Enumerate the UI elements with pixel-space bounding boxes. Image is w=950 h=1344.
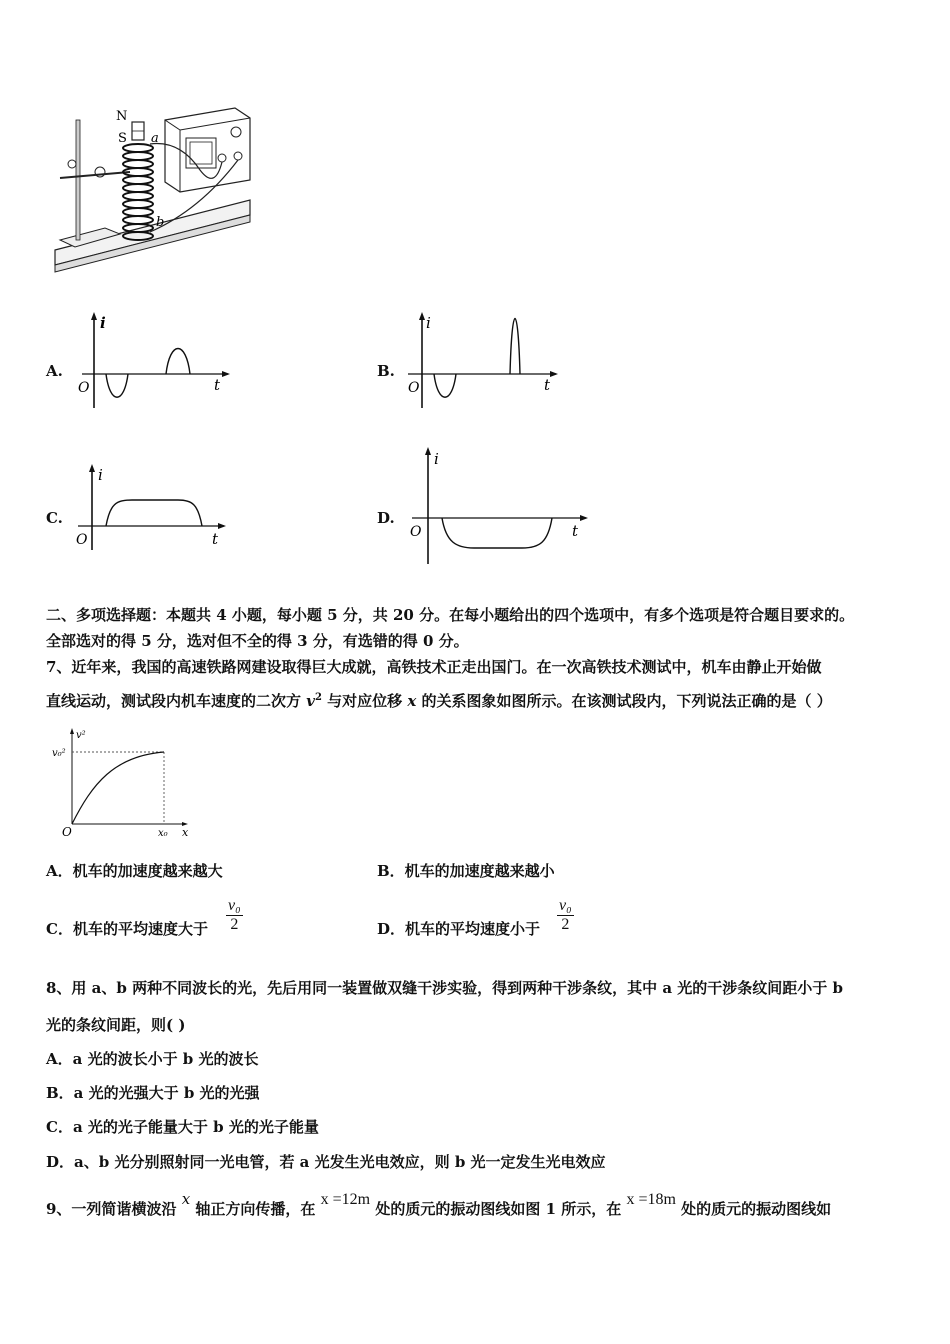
q6-c-axis-i: i (98, 466, 103, 484)
q6-option-d-graph (404, 444, 594, 568)
q6-d-origin: O (410, 524, 422, 540)
q7-option-c-fraction (226, 897, 243, 934)
q6-option-b-graph (404, 310, 564, 410)
q7-option-d-frac-den: 2 (561, 916, 570, 933)
q6-option-c-letter: C. (46, 509, 63, 527)
q7-graph-y-label: v² (76, 730, 86, 741)
q7-option-c: C．机车的平均速度大于 (46, 920, 208, 938)
q8-stem-line1: 8、用 a、b 两种不同波长的光，先后用同一装置做双缝干涉实验，得到两种干涉条纹，其中 a 光的干涉条纹间距小于 b (46, 979, 843, 997)
q7-option-d-frac-num: v₀ (559, 897, 572, 914)
q9-eq1: x =12m (320, 1191, 371, 1208)
q6-option-d-letter: D. (377, 509, 395, 527)
q7-var-v: v (306, 692, 315, 710)
q6-b-axis-i: i (426, 314, 431, 332)
q7-stem-line2 (46, 690, 832, 711)
q7-stem-line2-a: 直线运动，测试段内机车速度的二次方 (46, 692, 307, 710)
q6-option-c-graph (72, 462, 232, 552)
q7-option-b: B．机车的加速度越来越小 (377, 862, 555, 880)
section2-instructions-line2: 全部选对的得 5 分，选对但不全的得 3 分，有选错的得 0 分。 (46, 632, 469, 650)
q6-d-axis-i: i (434, 450, 439, 468)
q8-option-a: A．a 光的波长小于 b 光的波长 (46, 1050, 259, 1068)
q7-var-x: x (407, 692, 417, 710)
q9-part4: 处的质元的振动图线如 (681, 1200, 832, 1218)
q6-d-axis-t: t (572, 522, 579, 540)
circuit-figure (50, 100, 255, 290)
q7-stem-line2-c: 的关系图象如图所示。在该测试段内，下列说法正确的是（ ） (416, 692, 832, 710)
coil-terminal-b-label: b (156, 215, 165, 230)
q7-option-a: A．机车的加速度越来越大 (46, 862, 223, 880)
q9-eq2: x =18m (626, 1191, 676, 1208)
q8-stem-line2: 光的条纹间距，则( ) (46, 1016, 186, 1034)
q7-v2-x-graph (52, 724, 202, 840)
q8-option-c: C．a 光的光子能量大于 b 光的光子能量 (46, 1118, 319, 1136)
q7-stem-line2-b: 与对应位移 (321, 692, 408, 710)
q7-graph-x-label: x (182, 826, 189, 839)
q9-var-x: x (181, 1190, 191, 1208)
q6-a-origin: O (78, 380, 90, 396)
q6-a-axis-t: t (214, 376, 221, 394)
magnet-north-label: N (116, 109, 128, 124)
q7-option-c-frac-den: 2 (230, 916, 239, 933)
section2-instructions-line1: 二、多项选择题：本题共 4 小题，每小题 5 分，共 20 分。在每小题给出的四个选项中，有多个选项是符合题目要求的。 (46, 606, 855, 624)
q9-stem-line1 (46, 1190, 832, 1219)
q7-var-v-sup: 2 (314, 692, 322, 703)
q6-b-axis-t: t (544, 376, 551, 394)
q7-graph-y-tick: v₀² (52, 748, 66, 759)
q8-option-b: B．a 光的光强大于 b 光的光强 (46, 1084, 260, 1102)
q7-option-d-fraction (557, 897, 574, 934)
q6-a-axis-i: i (100, 314, 106, 332)
q7-graph-x-tick: x₀ (158, 828, 168, 839)
q6-option-a-graph (72, 310, 232, 410)
q8-option-d: D．a、b 光分别照射同一光电管，若 a 光发生光电效应，则 b 光一定发生光电效应 (46, 1153, 606, 1171)
q7-stem-line1: 7、近年来，我国的高速铁路网建设取得巨大成就，高铁技术正走出国门。在一次高铁技术测试中，机车由静止开始做 (46, 658, 822, 676)
q7-option-d: D．机车的平均速度小于 (377, 920, 541, 938)
q9-part1: 9、一列简谐横波沿 (46, 1200, 177, 1218)
coil-terminal-a-label: a (151, 131, 159, 146)
q9-part2: 轴正方向传播，在 (195, 1200, 316, 1218)
q6-b-origin: O (408, 380, 420, 396)
q7-option-c-frac-num: v₀ (228, 897, 241, 914)
magnet-south-label: S (118, 131, 127, 146)
q6-option-b-letter: B. (377, 362, 395, 380)
q6-option-a-letter: A. (46, 362, 63, 380)
q7-graph-origin: O (62, 825, 72, 839)
q9-part3: 处的质元的振动图线如图 1 所示，在 (375, 1200, 622, 1218)
q6-c-axis-t: t (212, 530, 219, 548)
q6-c-origin: O (76, 532, 88, 548)
